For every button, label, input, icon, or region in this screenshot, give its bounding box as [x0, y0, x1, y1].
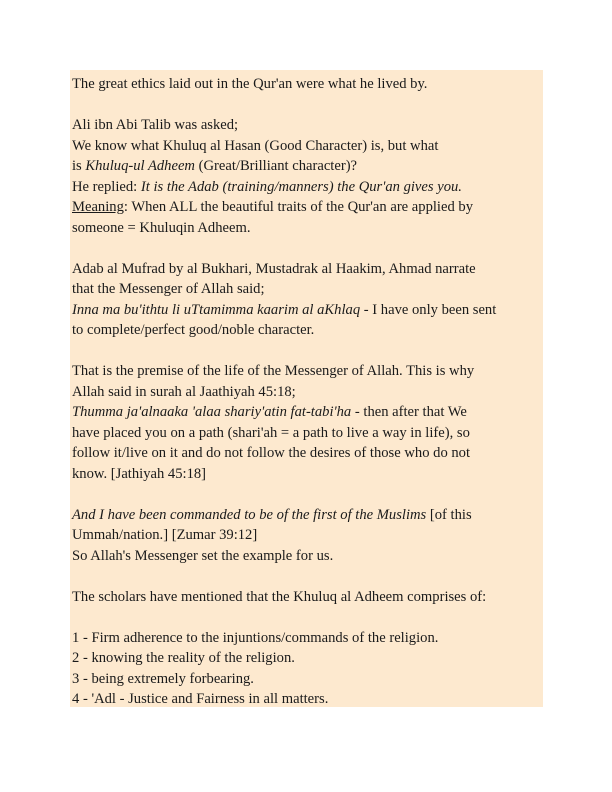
paragraph-intro	[72, 74, 542, 95]
text-run: - I have only been sent	[360, 301, 497, 318]
paragraph-hadith	[72, 259, 542, 341]
italic-quote: Thumma ja'alnaaka 'alaa shariy'atin fat-tabi'ha	[72, 404, 352, 420]
text-line	[72, 320, 542, 341]
text-run: That is the premise of the life of the Messenger of Allah. This is why	[72, 363, 475, 379]
paragraph-gap	[72, 607, 542, 628]
paragraph-gap	[72, 238, 542, 259]
list-item: 1 - Firm adherence to the injuntions/commands of the religion.	[72, 629, 439, 646]
text-line	[72, 115, 542, 136]
text-run: : When ALL the beautiful traits of the Qur'an are applied by	[123, 199, 474, 215]
text-run: (Great/Brilliant character)?	[194, 158, 358, 174]
numbered-list	[72, 628, 542, 710]
italic-quote: Inna ma bu'ithtu li uTtamimma kaarim al aKhlaq	[72, 301, 361, 318]
italic-quote: And I have been commanded to be of the first of the Muslims	[72, 506, 427, 523]
text-run: that the Messenger of Allah said;	[72, 281, 265, 297]
text-line	[72, 136, 542, 157]
text-line	[72, 177, 542, 198]
italic-quote: It is the Adab (training/manners) the Qur'an gives you.	[140, 178, 462, 195]
text-line	[72, 156, 542, 177]
text-run: is	[72, 158, 86, 174]
text-run: - then after that We	[351, 404, 467, 420]
text-line	[72, 464, 542, 485]
text-line: The scholars have mentioned that the Khuluq al Adheem comprises of:	[72, 588, 487, 605]
text-line	[72, 300, 542, 321]
text-run: [of this	[426, 506, 472, 523]
text-run: He replied:	[72, 178, 141, 195]
text-line	[72, 443, 542, 464]
text-run: We know what Khuluq al Hasan (Good Character) is, but what	[72, 137, 439, 154]
text-line	[72, 423, 542, 444]
text-run: Ummah/nation.] [Zumar 39:12]	[72, 527, 258, 543]
paragraph-commanded	[72, 505, 542, 567]
paragraph-scholars	[72, 587, 542, 608]
paragraph-ali-ibn-abi-talib	[72, 115, 542, 238]
text-line	[72, 546, 542, 567]
italic-term: Khuluq-ul Adheem	[85, 158, 195, 174]
text-line	[72, 259, 542, 280]
text-line	[72, 361, 542, 382]
underlined-term: Meaning	[72, 199, 124, 215]
paragraph-gap	[72, 95, 542, 116]
text-run: So Allah's Messenger set the example for us.	[72, 547, 334, 564]
text-run: follow it/live on it and do not follow the desires of those who do not	[72, 445, 471, 461]
list-item: 2 - knowing the reality of the religion.	[72, 650, 295, 666]
text-run: Ali ibn Abi Talib was asked;	[72, 117, 239, 133]
document-body	[72, 74, 542, 710]
text-run: know. [Jathiyah 45:18]	[72, 465, 207, 482]
text-line	[72, 505, 542, 526]
text-line	[72, 197, 542, 218]
text-run: Allah said in surah al Jaathiyah 45:18;	[72, 383, 296, 400]
text-line	[72, 279, 542, 300]
text-line: The great ethics laid out in the Qur'an were what he lived by.	[72, 76, 428, 92]
list-item: 4 - 'Adl - Justice and Fairness in all matters.	[72, 691, 329, 707]
paragraph-gap	[72, 484, 542, 505]
paragraph-gap	[72, 341, 542, 362]
text-line	[72, 525, 542, 546]
paragraph-gap	[72, 566, 542, 587]
list-item: 3 - being extremely forbearing.	[72, 670, 254, 687]
text-run: Adab al Mufrad by al Bukhari, Mustadrak al Haakim, Ahmad narrate	[72, 260, 476, 277]
text-run: someone = Khuluqin Adheem.	[72, 219, 251, 236]
text-line	[72, 382, 542, 403]
text-line	[72, 402, 542, 423]
text-run: to complete/perfect good/noble character.	[72, 322, 315, 338]
text-run: have placed you on a path (shari'ah = a path to live a way in life), so	[72, 424, 470, 441]
paragraph-premise	[72, 361, 542, 484]
text-line	[72, 218, 542, 239]
